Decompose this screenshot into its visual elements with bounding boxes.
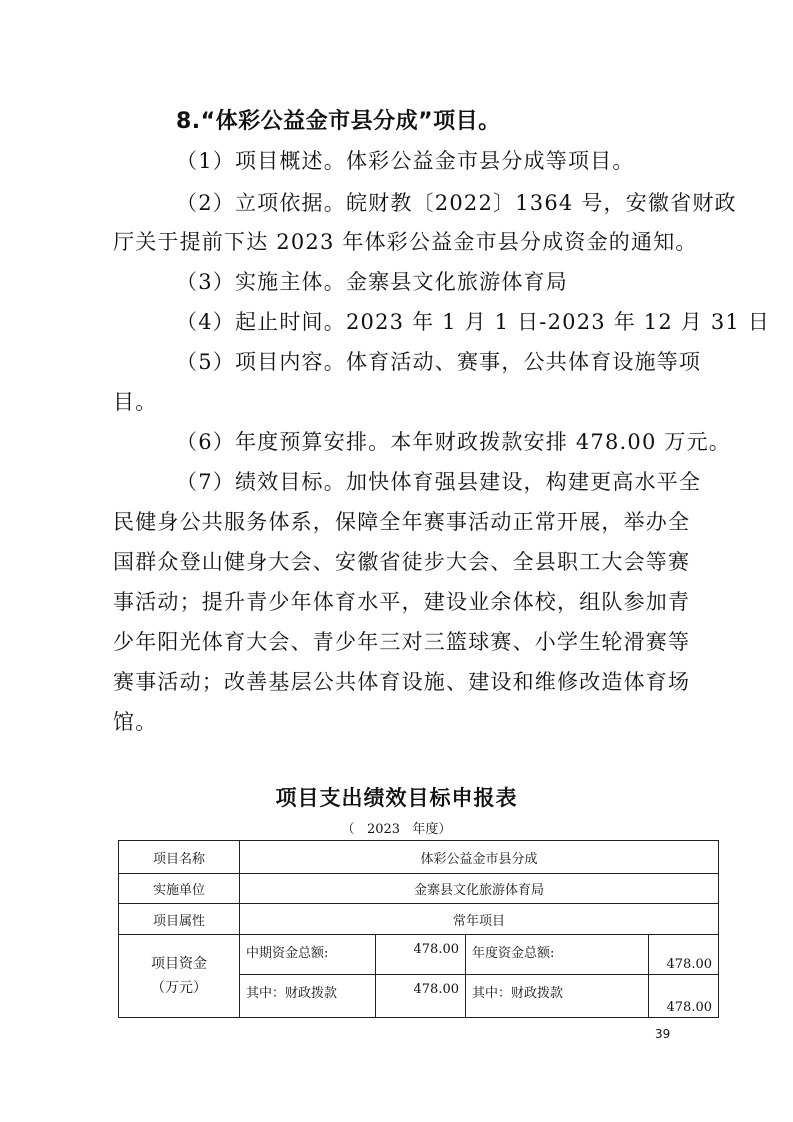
- paragraph-line: （5）项目内容。体育活动、赛事，公共体育设施等项: [176, 350, 702, 374]
- paragraph-line: （1）项目概述。体彩公益金市县分成等项目。: [176, 149, 635, 173]
- section-heading: 8.“体彩公益金市县分成”项目。: [176, 109, 501, 134]
- paragraph-line: 民健身公共服务体系，保障全年赛事活动正常开展，举办全: [113, 510, 691, 534]
- paragraph-line: （2）立项依据。皖财教〔2022〕1364 号，安徽省财政: [176, 191, 737, 215]
- annual-fiscal-value: 478.00: [649, 975, 719, 1018]
- annual-total-label: 年度资金总额:: [466, 935, 649, 975]
- implementing-unit-value: 金寨县文化旅游体育局: [240, 874, 719, 904]
- project-funds-label: [119, 935, 240, 1018]
- project-funds-label-line1: 项目资金: [151, 956, 207, 972]
- table-row: [119, 904, 719, 935]
- page-number: 39: [655, 1027, 671, 1041]
- annual-total-value: 478.00: [649, 935, 719, 975]
- paragraph-line: （6）年度预算安排。本年财政拨款安排 478.00 万元。: [176, 430, 731, 454]
- project-funds-label-line2: （万元）: [151, 980, 207, 996]
- midterm-fiscal-value: 478.00: [376, 975, 466, 1018]
- paragraph-line: 事活动；提升青少年体育水平，建设业余体校，组队参加青: [113, 590, 691, 614]
- paragraph-line: 赛事活动；改善基层公共体育设施、建设和维修改造体育场: [113, 670, 691, 694]
- paragraph-line: （7）绩效目标。加快体育强县建设，构建更高水平全: [176, 470, 702, 494]
- paragraph-line: 少年阳光体育大会、青少年三对三篮球赛、小学生轮滑赛等: [113, 630, 691, 654]
- project-name-label: 项目名称: [119, 841, 240, 874]
- paragraph-line: 厅关于提前下达 2023 年体彩公益金市县分成资金的通知。: [113, 230, 698, 254]
- paragraph-line: （3）实施主体。金寨县文化旅游体育局: [176, 270, 568, 294]
- paragraph-line: 目。: [113, 390, 158, 414]
- midterm-total-label: 中期资金总额:: [240, 935, 376, 975]
- paragraph-line: （4）起止时间。2023 年 1 月 1 日-2023 年 12 月 31 日: [176, 310, 771, 334]
- table-row: [119, 841, 719, 874]
- project-name-value: 体彩公益金市县分成: [240, 841, 719, 874]
- implementing-unit-label: 实施单位: [119, 874, 240, 904]
- midterm-total-value: 478.00: [376, 935, 466, 975]
- table-row: [119, 935, 719, 975]
- table-title: 项目支出绩效目标申报表: [275, 786, 518, 810]
- table-row: [119, 874, 719, 904]
- table-year: （ 2023 年度）: [341, 822, 452, 837]
- paragraph-line: 馆。: [113, 710, 158, 734]
- paragraph-line: 国群众登山健身大会、安徽省徒步大会、全县职工大会等赛: [113, 550, 691, 574]
- midterm-fiscal-label: 其中：财政拨款: [240, 975, 376, 1018]
- project-attribute-label: 项目属性: [119, 904, 240, 935]
- performance-target-table: [118, 840, 719, 1018]
- annual-fiscal-label: 其中：财政拨款: [466, 975, 649, 1018]
- project-attribute-value: 常年项目: [240, 904, 719, 935]
